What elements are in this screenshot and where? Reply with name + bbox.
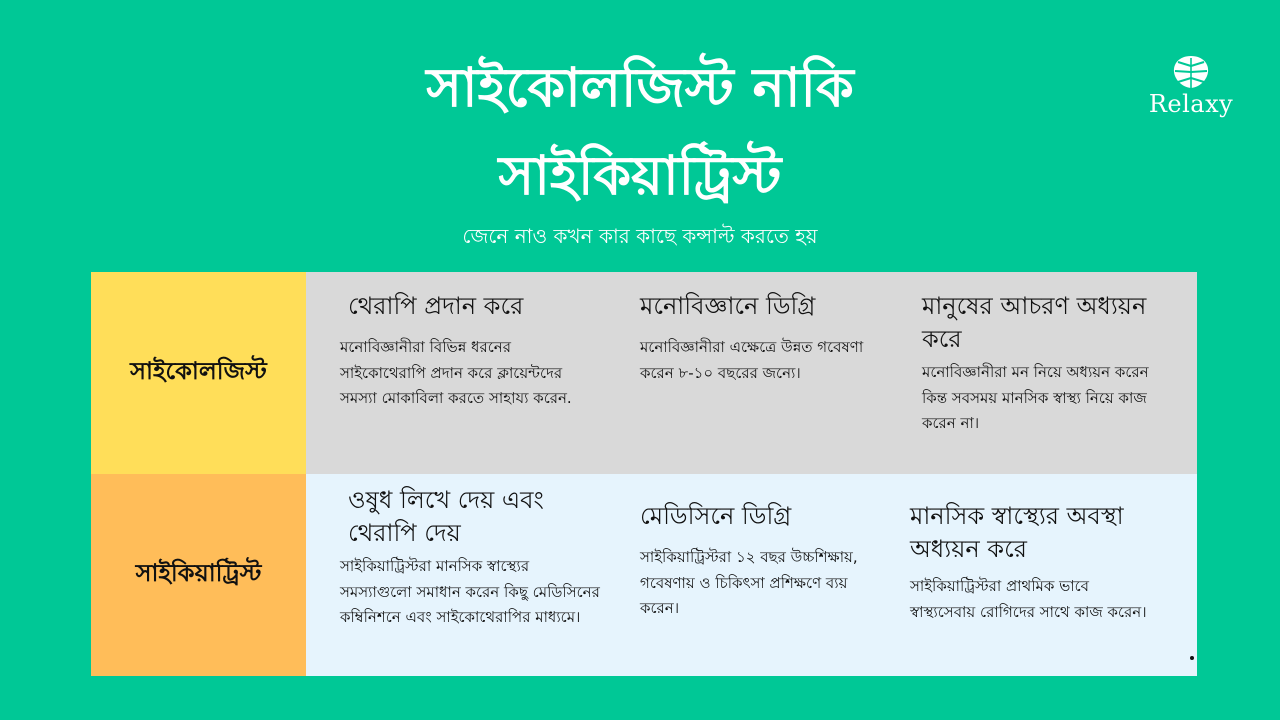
cell-title: মনোবিজ্ঞানে ডিগ্রি xyxy=(640,292,816,320)
page-title xyxy=(290,44,990,220)
cell-psychologist-therapy xyxy=(340,290,590,412)
cell-text: মনোবিজ্ঞানীরা এক্ষেত্রে উন্নত গবেষণা করেন ৮-১০ বছরের জন্যে। xyxy=(640,338,864,382)
cell-text: সাইকিয়াট্রিস্টরা মানসিক স্বাস্থ্যের সমস্যাগুলো সমাধান করেন কিছু মেডিসিনের কম্বিনিশনে এবং সাইকোথেরাপির মাধ্যমে। xyxy=(340,557,600,626)
cell-text: মনোবিজ্ঞানীরা মন নিয়ে অধ্যয়ন করেন কিন্ত সবসময় মানসিক স্বাস্থ্য নিয়ে কাজ করেন না। xyxy=(922,363,1149,432)
cell-title: মেডিসিনে ডিগ্রি xyxy=(640,502,792,530)
row-psychiatrist xyxy=(306,474,1197,676)
title-line-1: সাইকোলজিস্ট নাকি xyxy=(426,56,854,119)
row-header-psychologist: সাইকোলজিস্ট xyxy=(91,272,306,474)
cell-text: সাইকিয়াট্রিস্টরা প্রাথমিক ভাবে স্বাস্থ্যসেবায় রোগিদের সাথে কাজ করেন। xyxy=(910,577,1147,621)
monstera-leaf-icon xyxy=(1171,54,1211,90)
page-subtitle: জেনে নাও কখন কার কাছে কন্সাল্ট করতে হয় xyxy=(462,224,818,248)
brand-name: Relaxy xyxy=(1148,90,1234,118)
row-psychologist xyxy=(306,272,1197,474)
cell-title: মানসিক স্বাস্থ্যের অবস্থা অধ্যয়ন করে xyxy=(910,502,1124,563)
cell-title: থেরাপি প্রদান করে xyxy=(348,292,524,320)
cell-psychologist-behavior xyxy=(922,290,1178,437)
brand-logo xyxy=(1145,54,1237,118)
cell-text: মনোবিজ্ঞানীরা বিভিন্ন ধরনের সাইকোথেরাপি প্রদান করে ক্লায়েন্টদের সমস্যা মোকাবিলা করতে সাহায্য করেন. xyxy=(340,338,572,407)
title-line-2: সাইকিয়াট্রিস্ট xyxy=(498,144,782,207)
decorative-dot xyxy=(1190,656,1194,660)
cell-psychologist-degree xyxy=(640,290,878,386)
cell-title: মানুষের আচরণ অধ্যয়ন করে xyxy=(922,292,1147,353)
comparison-table xyxy=(91,272,1197,676)
cell-text: সাইকিয়াট্রিস্টরা ১২ বছর উচ্চশিক্ষায়, গবেষণায় ও চিকিৎসা প্রশিক্ষণে ব্যয় করেন। xyxy=(640,548,858,617)
cell-psychiatrist-degree xyxy=(640,500,888,622)
cell-title: ওষুধ লিখে দেয় এবং থেরাপি দেয় xyxy=(348,486,544,547)
row-header-psychiatrist: সাইকিয়াট্রিস্ট xyxy=(91,474,306,676)
cell-psychiatrist-medication xyxy=(340,484,600,631)
cell-psychiatrist-mental-health xyxy=(910,500,1190,625)
